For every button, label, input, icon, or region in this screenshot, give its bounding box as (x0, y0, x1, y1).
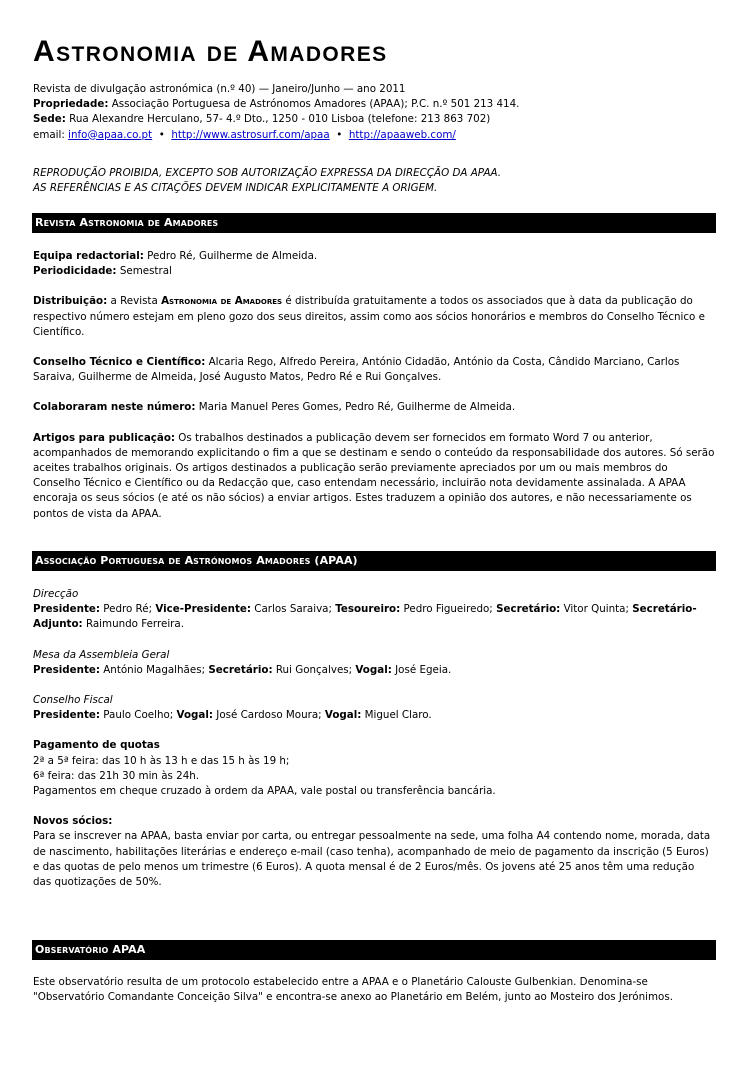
periodicity: Periodicidade: Semestral (33, 265, 172, 278)
contributors: Colaboraram neste número: Maria Manuel Peres Gomes, Pedro Ré, Guilherme de Almeida. (33, 401, 516, 414)
bullet-separator: • (336, 128, 343, 141)
editorial-team: Equipa redactorial: Pedro Ré, Guilherme de Almeida. (33, 250, 318, 262)
masthead-title: Astronomia de Amadores (33, 35, 388, 68)
section-header-revista: Revista Astronomia de Amadores (32, 213, 716, 233)
section-header-observatorio: Observatório APAA (32, 940, 716, 960)
direccao-members: Presidente: Pedro Ré; Vice-Presidente: Carlos Saraiva; Tesoureiro: Pedro Figueiredo; Secretário: Vitor Quinta; Secretário-Adjunto: Raimundo Ferreira. (33, 603, 697, 631)
quotas-line: 6ª feira: das 21h 30 min às 24h. (33, 769, 200, 782)
mesa-title: Mesa da Assembleia Geral (33, 648, 170, 661)
mesa-members: Presidente: António Magalhães; Secretário: Rui Gonçalves; Vogal: José Egeia. (33, 663, 452, 676)
direccao-title: Direcção (33, 588, 79, 600)
observatorio-section-body (33, 975, 715, 1005)
publication-line: Revista de divulgação astronómica (n.º 40) — Janeiro/Junho — ano 2011 (33, 83, 406, 95)
submission-guidelines: Artigos para publicação: Os trabalhos destinados a publicação devem ser fornecidos em formato Word 7 ou anterior, acompanhados de memorando explicitando o fim a que se destinam e sendo o conteúdo da responsabilidade dos autores. Só serão aceites trabalhos originais. Os artigos destinados a publicação serão previamente apreciados por um ou mais membros do Conselho Técnico e Científico ou da Redacção que, caso entendam necessário, incluirão nota devidamente assinalada. A APAA encoraja os seus sócios (e até os não sócios) a enviar artigos. Estes traduzem a opinião dos autores, e não necessariamente os pontos de vista da APAA. (33, 431, 715, 520)
fiscal-title: Conselho Fiscal (33, 694, 113, 707)
quotas-line: 2ª a 5ª feira: das 10 h às 13 h e das 15 h às 19 h; (33, 754, 290, 767)
copyright-notice: REPRODUÇÃO PROIBIDA, EXCEPTO SOB AUTORIZAÇÃO EXPRESSA DA DIRECÇÃO DA APAA. AS REFERÊNCIAS E AS CITAÇÕES DEVEM INDICAR EXPLICITAMENTE A ORIGEM. (33, 167, 501, 195)
address-line: Sede: Rua Alexandre Herculano, 57- 4.º Dto., 1250 - 010 Lisboa (telefone: 213 863 702) (33, 113, 491, 126)
apaa-section-body (33, 587, 715, 890)
email-link[interactable]: info@apaa.co.pt (68, 128, 153, 141)
contact-line: email: info@apaa.co.pt • http://www.astrosurf.com/apaa • http://apaaweb.com/ (33, 128, 456, 141)
scientific-council: Conselho Técnico e Científico: Alcaria Rego, Alfredo Pereira, António Cidadão, António da Costa, Cândido Marciano, Carlos Saraiva, Guilherme de Almeida, José Augusto Matos, Pedro Ré e Rui Gonçalves. (33, 356, 680, 384)
bullet-separator: • (158, 128, 165, 141)
apaaweb-link[interactable]: http://apaaweb.com/ (348, 128, 456, 141)
novos-title: Novos sócios: (33, 815, 113, 828)
observatorio-text: Este observatório resulta de um protocolo estabelecido entre a APAA e o Planetário Calouste Gulbenkian. Denomina-se "Observatório Comandante Conceição Silva" e encontra-se anexo ao Planetário em Belém, junto ao Mosteiro dos Jerónimos. (33, 976, 673, 1004)
distribution-paragraph: Distribuição: a Revista Astronomia de Amadores é distribuída gratuitamente a todos os associados que à data da publicação do respectivo número estejam em pleno gozo dos seus direitos, assim como aos sócios honorários e membros do Conselho Técnico e Científico. (33, 295, 705, 338)
astrosurf-link[interactable]: http://www.astrosurf.com/apaa (171, 128, 330, 141)
quotas-line: Pagamentos em cheque cruzado à ordem da APAA, vale postal ou transferência bancária. (33, 785, 496, 798)
section-header-apaa: Associação Portuguesa de Astrónomos Amadores (APAA) (32, 551, 716, 571)
property-line: Propriedade: Associação Portuguesa de Astrónomos Amadores (APAA); P.C. n.º 501 213 414. (33, 98, 520, 111)
novos-text: Para se inscrever na APAA, basta enviar por carta, ou entregar pessoalmente na sede, uma folha A4 contendo nome, morada, data de nascimento, habilitações literárias e endereço e-mail (caso tenha), acompanhado de meio de pagamento da inscrição (5 Euros) e das quotas de pelo menos um trimestre (6 Euros). A quota mensal é de 2 Euros/mês. Os jovens até 25 anos têm uma redução das quotizações de 50%. (33, 830, 711, 889)
fiscal-members: Presidente: Paulo Coelho; Vogal: José Cardoso Moura; Vogal: Miguel Claro. (33, 709, 432, 722)
publication-info (33, 82, 715, 143)
revista-section-body (33, 249, 715, 522)
quotas-title: Pagamento de quotas (33, 739, 160, 752)
